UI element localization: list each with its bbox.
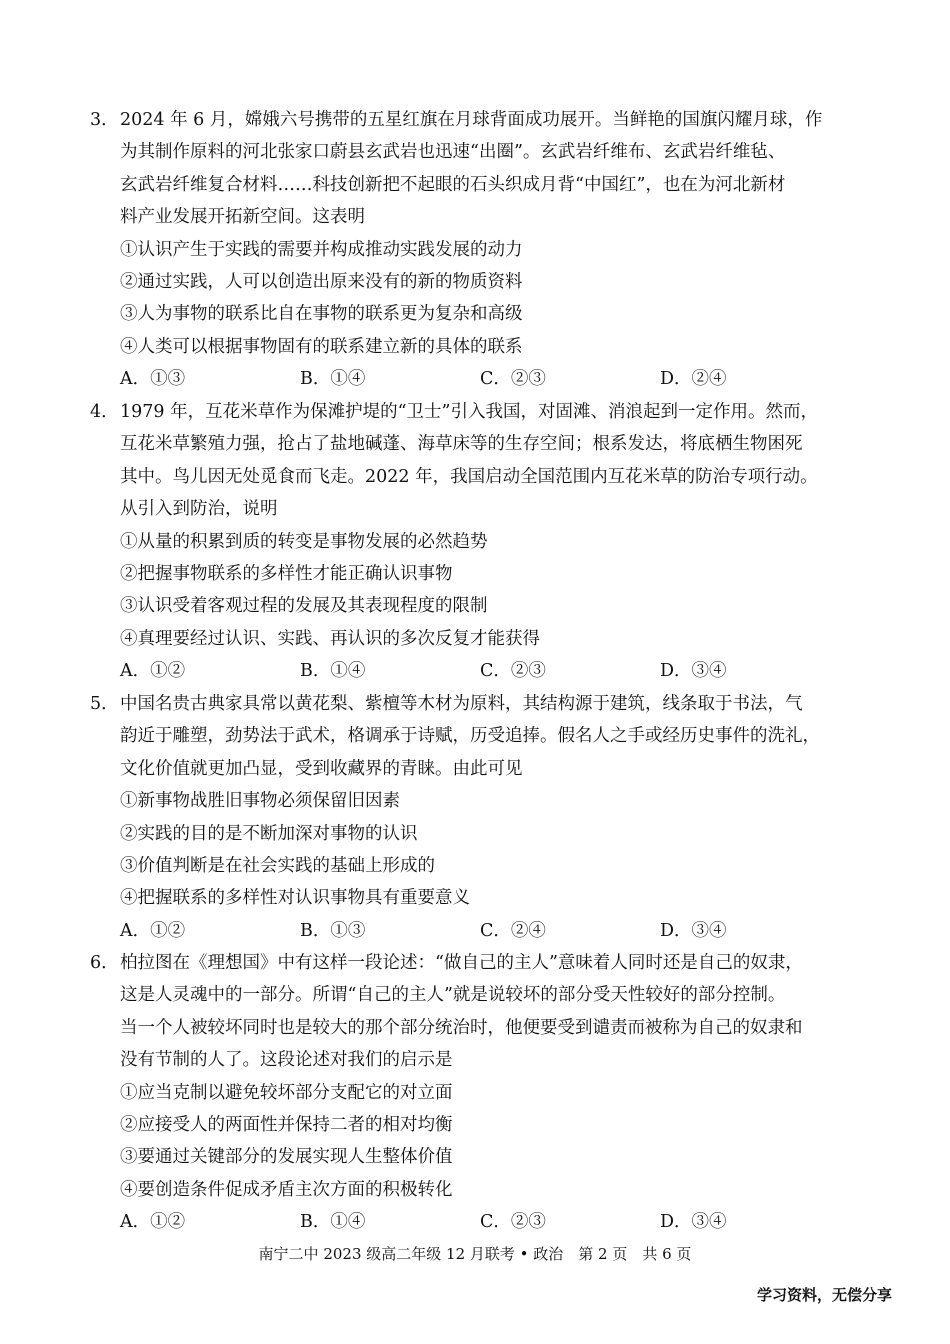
option-a: A．①②: [120, 661, 186, 682]
question-text: 2024 年 6 月，嫦娥六号携带的五星红旗在月球背面成功展开。当鲜艳的国旗闪耀月球，作: [120, 110, 823, 130]
option-d: D．③④: [660, 661, 727, 682]
question-text: 柏拉图在《理想国》中有这样一段论述：“做自己的主人”意味着人同时还是自己的奴隶，: [120, 953, 803, 973]
question-text: 互花米草繁殖力强，抢占了盐地碱蓬、海草床等的生存空间；根系发达，将底栖生物困死: [120, 434, 803, 455]
statement-4: ④真理要经过认识、实践、再认识的多次反复才能获得: [120, 628, 540, 649]
question-stem-line: [90, 104, 870, 136]
question-stem-line: [90, 947, 870, 979]
statement-1: ①应当克制以避免较坏部分支配它的对立面: [120, 1082, 453, 1103]
answer-options: [90, 1206, 870, 1238]
option-a: A．①③: [120, 369, 186, 390]
question-text: 中国名贵古典家具常以黄花梨、紫檀等木材为原料，其结构源于建筑，线条取于书法，气: [120, 694, 803, 714]
statement-3: ③要通过关键部分的发展实现人生整体价值: [120, 1147, 453, 1168]
question-text: 当一个人被较坏同时也是较大的那个部分统治时，他便要受到谴责而被称为自己的奴隶和: [120, 1017, 803, 1038]
answer-options: [90, 915, 870, 947]
answer-options: [90, 363, 870, 395]
statement-2: ②把握事物联系的多样性才能正确认识事物: [120, 563, 453, 584]
option-d: D．②④: [660, 369, 727, 390]
option-b: B．①④: [300, 661, 366, 682]
option-c: C．②④: [480, 920, 546, 941]
statement-1: ①从量的积累到质的转变是事物发展的必然趋势: [120, 531, 488, 552]
statement-2: ②应接受人的两面性并保持二者的相对均衡: [120, 1114, 453, 1135]
question-4: [90, 396, 870, 688]
statement-3: ③人为事物的联系比自在事物的联系更为复杂和高级: [120, 304, 523, 325]
option-b: B．①④: [300, 1212, 366, 1233]
option-b: B．①④: [300, 369, 366, 390]
question-number: 4．: [90, 402, 119, 422]
question-text: 1979 年，互花米草作为保滩护堤的“卫士”引入我国，对固滩、消浪起到一定作用。然而，: [120, 402, 818, 422]
question-number: 3．: [90, 110, 119, 130]
statement-3: ③价值判断是在社会实践的基础上形成的: [120, 855, 435, 876]
question-number: 6．: [90, 953, 119, 973]
question-text: 料产业发展开拓新空间。这表明: [120, 207, 365, 228]
question-text: 玄武岩纤维复合材料……科技创新把不起眼的石头织成月背“中国红”，也在为河北新材: [120, 174, 786, 195]
watermark-text: 学习资料，无偿分享: [756, 1286, 892, 1304]
question-stem-line: [90, 688, 870, 720]
statement-4: ④要创造条件促成矛盾主次方面的积极转化: [120, 1179, 453, 1200]
statement-4: ④把握联系的多样性对认识事物具有重要意义: [120, 888, 470, 909]
question-5: [90, 688, 870, 947]
question-text: 没有节制的人了。这段论述对我们的启示是: [120, 1050, 453, 1071]
question-3: [90, 104, 870, 396]
statement-2: ②通过实践，人可以创造出原来没有的新的物质资料: [120, 271, 523, 292]
question-text: 其中。鸟儿因无处觅食而飞走。2022 年，我国启动全国范围内互花米草的防治专项行动。: [120, 466, 818, 487]
question-text: 这是人灵魂中的一部分。所谓“自己的主人”就是说较坏的部分受天性较好的部分控制。: [120, 985, 786, 1006]
question-text: 从引入到防治，说明: [120, 499, 278, 520]
question-stem-line: [90, 396, 870, 428]
option-a: A．①②: [120, 920, 186, 941]
page-footer: 南宁二中 2023 级高二年级 12 月联考 • 政治 第 2 页 共 6 页: [258, 1245, 692, 1263]
option-c: C．②③: [480, 661, 546, 682]
statement-3: ③认识受着客观过程的发展及其表现程度的限制: [120, 596, 488, 617]
question-text: 韵近于雕塑，劲势法于武术，格调承于诗赋，历受追捧。假名人之手或经历史事件的洗礼，: [120, 726, 820, 747]
option-c: C．②③: [480, 369, 546, 390]
statement-1: ①认识产生于实践的需要并构成推动实践发展的动力: [120, 239, 523, 260]
option-d: D．③④: [660, 1212, 727, 1233]
statement-2: ②实践的目的是不断加深对事物的认识: [120, 823, 418, 844]
statement-4: ④人类可以根据事物固有的联系建立新的具体的联系: [120, 336, 523, 357]
statement-1: ①新事物战胜旧事物必须保留旧因素: [120, 791, 400, 812]
option-b: B．①③: [300, 920, 366, 941]
question-number: 5．: [90, 694, 119, 714]
question-text: 为其制作原料的河北张家口蔚县玄武岩也迅速“出圈”。玄武岩纤维布、玄武岩纤维毡、: [120, 142, 786, 163]
question-6: [90, 947, 870, 1239]
answer-options: [90, 655, 870, 687]
option-d: D．③④: [660, 920, 727, 941]
question-text: 文化价值就更加凸显，受到收藏界的青睐。由此可见: [120, 758, 523, 779]
option-c: C．②③: [480, 1212, 546, 1233]
option-a: A．①②: [120, 1212, 186, 1233]
